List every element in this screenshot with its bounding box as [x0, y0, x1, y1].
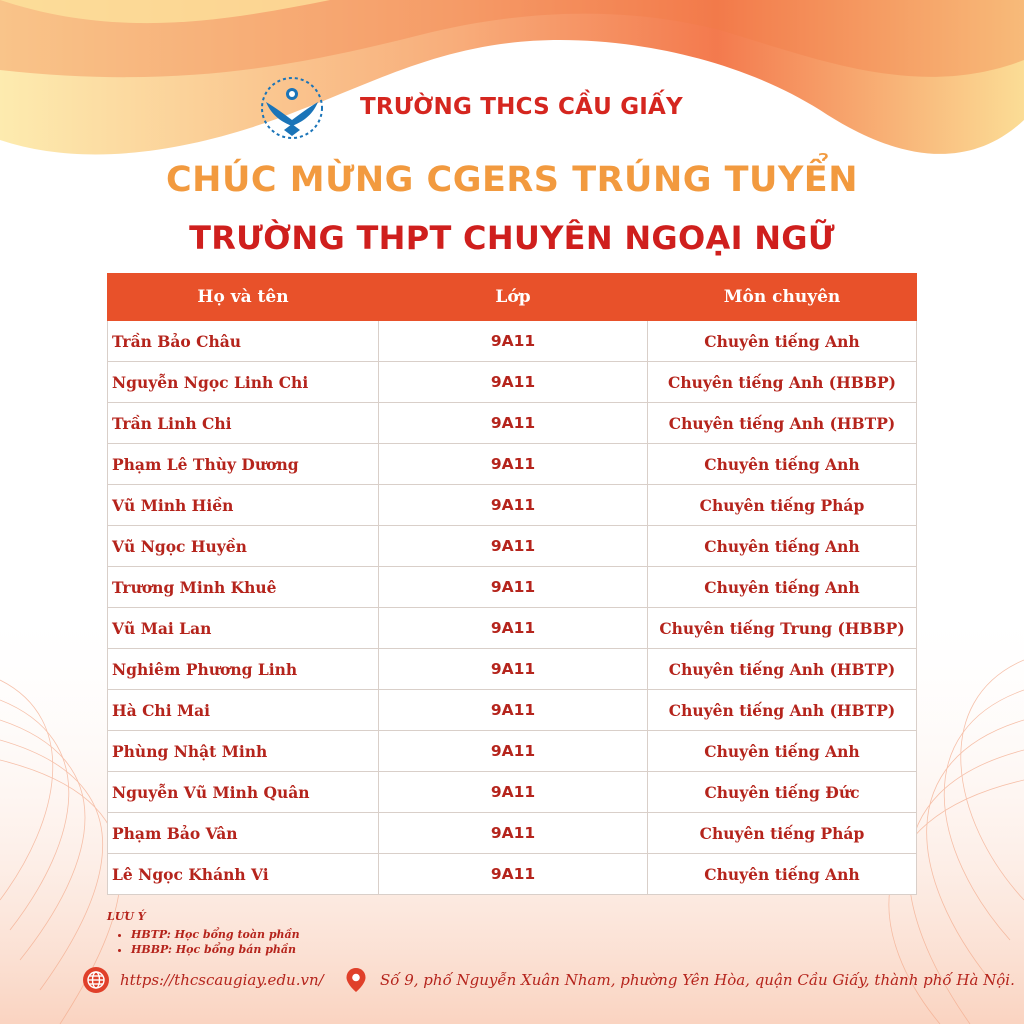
- student-class: 9A11: [379, 362, 648, 403]
- student-major: Chuyên tiếng Anh (HBTP): [648, 649, 917, 690]
- student-major: Chuyên tiếng Anh: [648, 731, 917, 772]
- globe-icon: [82, 966, 110, 994]
- student-major: Chuyên tiếng Trung (HBBP): [648, 608, 917, 649]
- student-major: Chuyên tiếng Pháp: [648, 813, 917, 854]
- student-major: Chuyên tiếng Pháp: [648, 485, 917, 526]
- note-item: • HBBP: Học bổng bán phần: [131, 942, 300, 957]
- table-row: [108, 444, 917, 485]
- student-class: 9A11: [379, 731, 648, 772]
- student-major: Chuyên tiếng Anh (HBBP): [648, 362, 917, 403]
- student-class: 9A11: [379, 526, 648, 567]
- student-major: Chuyên tiếng Anh: [648, 854, 917, 895]
- table-row: [108, 854, 917, 895]
- website-link[interactable]: https://thcscaugiay.edu.vn/: [120, 971, 324, 989]
- school-name: TRƯỜNG THCS CẦU GIẤY: [360, 94, 683, 120]
- student-major: Chuyên tiếng Anh (HBTP): [648, 403, 917, 444]
- student-name: Phạm Bảo Vân: [108, 813, 379, 854]
- headline-target-school: TRƯỜNG THPT CHUYÊN NGOẠI NGỮ: [189, 219, 835, 257]
- student-class: 9A11: [379, 321, 648, 362]
- column-header-class: Lớp: [379, 274, 648, 321]
- table-row: [108, 690, 917, 731]
- column-header-major: Môn chuyên: [648, 274, 917, 321]
- student-name: Vũ Minh Hiền: [108, 485, 379, 526]
- student-major: Chuyên tiếng Anh (HBTP): [648, 690, 917, 731]
- student-class: 9A11: [379, 854, 648, 895]
- student-name: Vũ Ngọc Huyền: [108, 526, 379, 567]
- student-class: 9A11: [379, 567, 648, 608]
- table-row: [108, 772, 917, 813]
- student-class: 9A11: [379, 772, 648, 813]
- student-name: Trương Minh Khuê: [108, 567, 379, 608]
- table-row: [108, 321, 917, 362]
- note-item: • HBTP: Học bổng toàn phần: [131, 927, 300, 942]
- address-text: Số 9, phố Nguyễn Xuân Nham, phường Yên Hòa, quận Cầu Giấy, thành phố Hà Nội.: [380, 971, 1015, 989]
- footer-address: [342, 966, 1015, 994]
- student-class: 9A11: [379, 485, 648, 526]
- student-name: Nghiêm Phương Linh: [108, 649, 379, 690]
- student-class: 9A11: [379, 649, 648, 690]
- student-class: 9A11: [379, 813, 648, 854]
- table-row: [108, 649, 917, 690]
- student-name: Nguyễn Ngọc Linh Chi: [108, 362, 379, 403]
- student-major: Chuyên tiếng Anh: [648, 526, 917, 567]
- table-row: [108, 526, 917, 567]
- student-major: Chuyên tiếng Anh: [648, 444, 917, 485]
- student-class: 9A11: [379, 608, 648, 649]
- student-name: Trần Linh Chi: [108, 403, 379, 444]
- student-name: Lê Ngọc Khánh Vi: [108, 854, 379, 895]
- school-logo: [258, 74, 326, 148]
- table-row: [108, 813, 917, 854]
- student-name: Trần Bảo Châu: [108, 321, 379, 362]
- column-header-name: Họ và tên: [108, 274, 379, 321]
- student-name: Vũ Mai Lan: [108, 608, 379, 649]
- table-row: [108, 731, 917, 772]
- table-row: [108, 403, 917, 444]
- student-class: 9A11: [379, 403, 648, 444]
- map-pin-icon: [342, 966, 370, 994]
- footer-website[interactable]: [82, 966, 324, 994]
- student-major: Chuyên tiếng Anh: [648, 567, 917, 608]
- table-row: [108, 362, 917, 403]
- student-class: 9A11: [379, 690, 648, 731]
- student-name: Nguyễn Vũ Minh Quân: [108, 772, 379, 813]
- student-major: Chuyên tiếng Anh: [648, 321, 917, 362]
- notes-section: [107, 910, 300, 957]
- table-row: [108, 567, 917, 608]
- table-row: [108, 608, 917, 649]
- notes-title: LƯU Ý: [107, 910, 146, 923]
- table-row: [108, 485, 917, 526]
- student-major: Chuyên tiếng Đức: [648, 772, 917, 813]
- student-name: Phạm Lê Thùy Dương: [108, 444, 379, 485]
- headline-congratulations: CHÚC MỪNG CGERS TRÚNG TUYỂN: [165, 160, 858, 200]
- student-class: 9A11: [379, 444, 648, 485]
- table-header-row: [108, 274, 917, 321]
- student-name: Phùng Nhật Minh: [108, 731, 379, 772]
- results-table: [107, 273, 917, 895]
- student-name: Hà Chi Mai: [108, 690, 379, 731]
